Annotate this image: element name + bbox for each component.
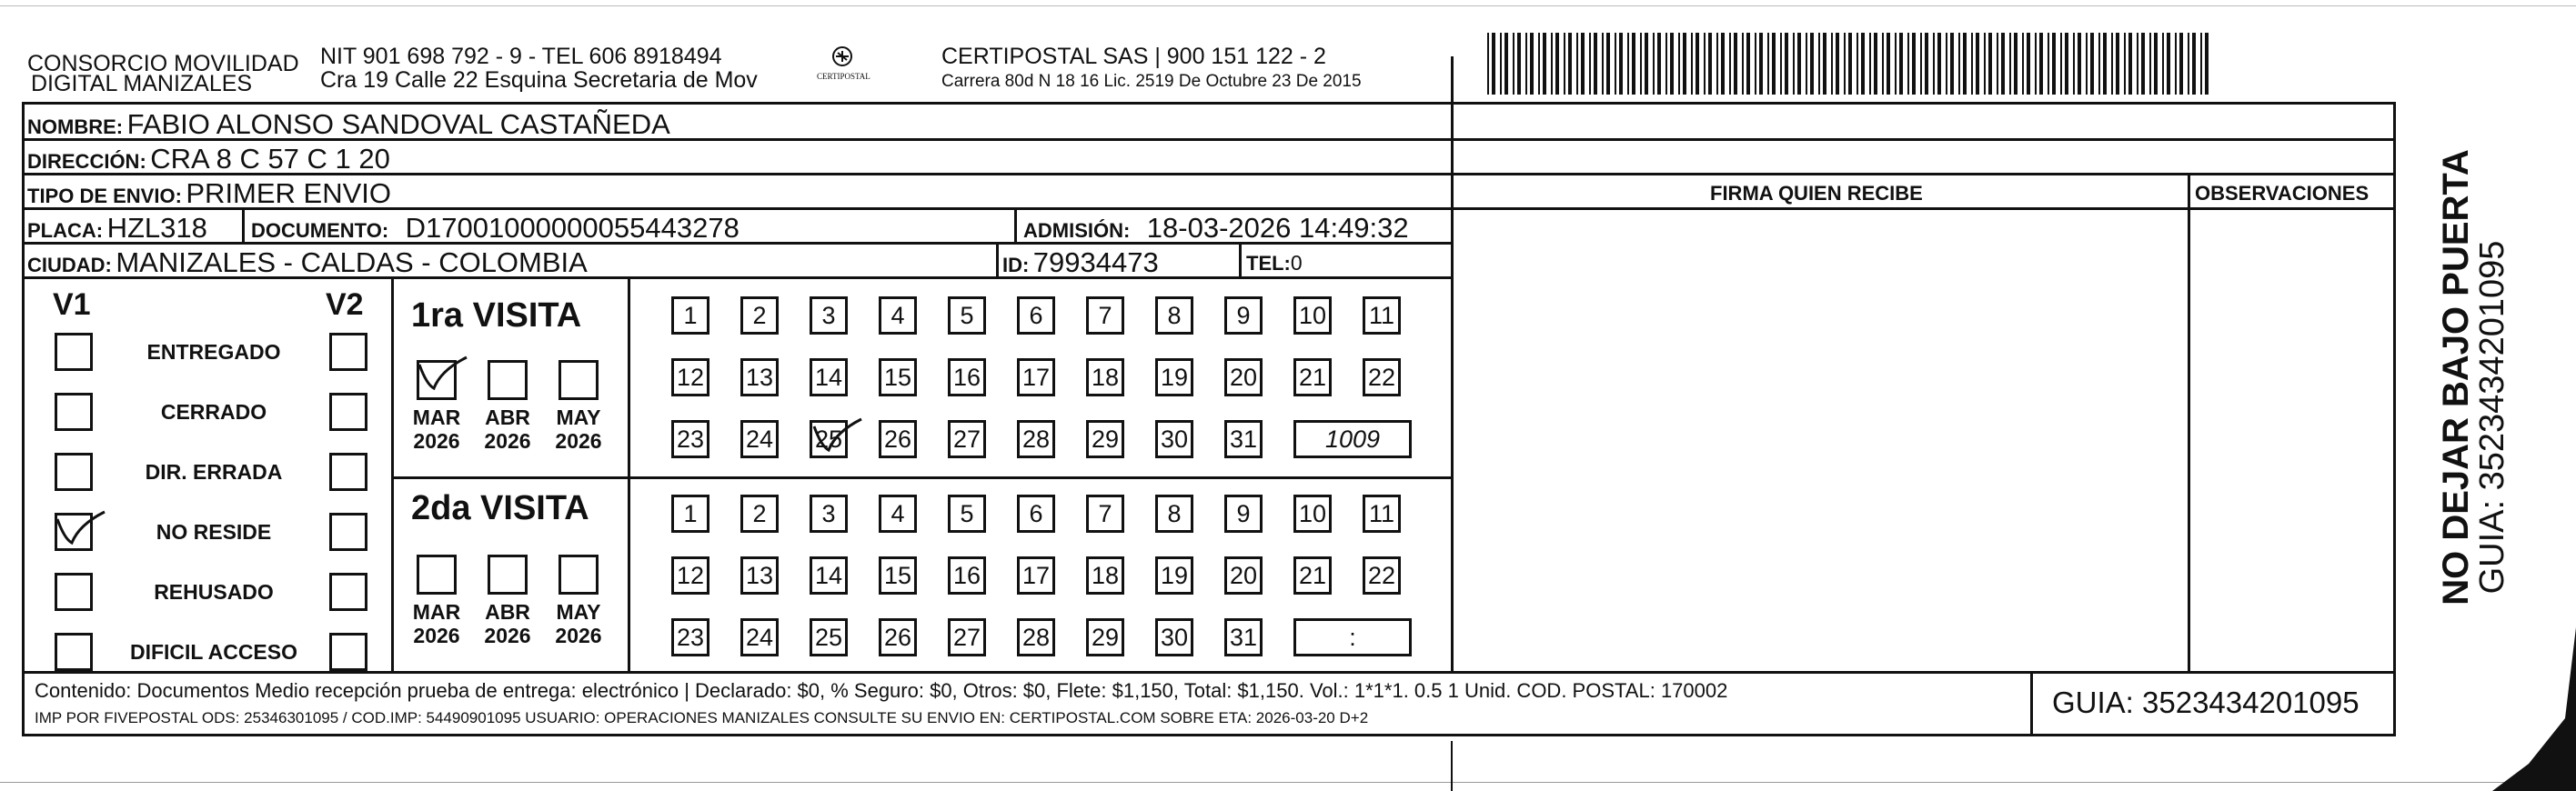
placa-label: PLACA:: [27, 219, 104, 242]
v1-check-mark: [52, 506, 106, 553]
second-visit-day-18[interactable]: 18: [1086, 556, 1124, 595]
admision-label: ADMISIÓN:: [1023, 219, 1131, 242]
company-name-line2: DIGITAL MANIZALES: [31, 71, 253, 96]
second-visit-day-4[interactable]: 4: [879, 495, 917, 533]
courier-name: CERTIPOSTAL SAS | 900 151 122 - 2: [941, 44, 1326, 69]
documento-cell: [251, 214, 740, 242]
observaciones-label: OBSERVACIONES: [2195, 182, 2370, 205]
first-visit-day-31[interactable]: 31: [1224, 420, 1263, 458]
first-visit-day-28[interactable]: 28: [1017, 420, 1055, 458]
v1-checkbox-4[interactable]: [55, 513, 93, 551]
first-visit-day-19[interactable]: 19: [1155, 358, 1193, 396]
first-visit-year-label-2: 2026: [484, 429, 531, 453]
ciudad-label: CIUDAD:: [27, 254, 112, 276]
cause-label-1: ENTREGADO: [146, 340, 281, 364]
id-cell: [1002, 248, 1159, 276]
second-visit-day-28[interactable]: 28: [1017, 618, 1055, 656]
first-visit-day-21[interactable]: 21: [1293, 358, 1332, 396]
first-visit-day-16[interactable]: 16: [948, 358, 986, 396]
second-visit-day-7[interactable]: 7: [1086, 495, 1124, 533]
second-visit-day-24[interactable]: 24: [740, 618, 779, 656]
second-visit-month-label-2: ABR: [485, 600, 530, 624]
second-visit-time-box[interactable]: :: [1293, 618, 1412, 656]
courier-license: Carrera 80d N 18 16 Lic. 2519 De Octubre 23 De 2015: [941, 72, 1362, 91]
v1-checkbox-2[interactable]: [55, 393, 93, 431]
documento-value: D17001000000055443278: [405, 212, 740, 244]
first-visit-day-13[interactable]: 13: [740, 358, 779, 396]
cause-label-6: DIFICIL ACCESO: [129, 640, 297, 664]
second-visit-year-label-2: 2026: [484, 624, 531, 647]
nombre-row: [27, 110, 670, 138]
v1-checkbox-3[interactable]: [55, 453, 93, 491]
tipo-envio-value: PRIMER ENVIO: [186, 177, 392, 209]
second-visit-day-20[interactable]: 20: [1224, 556, 1263, 595]
imp-line: IMP POR FIVEPOSTAL ODS: 25346301095 / COD.IMP: 54490901095 USUARIO: OPERACIONES MANIZALES CONSULTE SU ENVIO EN: CERTIPOSTAL.COM SOBRE ETA: 2026-03-20 D+2: [35, 709, 1369, 726]
second-visit-year-label-1: 2026: [413, 624, 460, 647]
second-visit-day-16[interactable]: 16: [948, 556, 986, 595]
month-check-mark: [414, 352, 468, 398]
firma-label: FIRMA QUIEN RECIBE: [1710, 182, 1923, 205]
first-visit-day-6[interactable]: 6: [1017, 296, 1055, 335]
id-label: ID:: [1002, 254, 1030, 276]
second-visit-title: 2da VISITA: [411, 489, 589, 527]
second-visit-day-3[interactable]: 3: [810, 495, 848, 533]
first-visit-title: 1ra VISITA: [411, 296, 582, 335]
second-visit-day-12[interactable]: 12: [671, 556, 709, 595]
company-address: Cra 19 Calle 22 Esquina Secretaria de Mov: [320, 67, 758, 93]
ciudad-value: MANIZALES - CALDAS - COLOMBIA: [116, 246, 588, 278]
cause-label-5: REHUSADO: [154, 580, 274, 604]
second-visit-month-label-1: MAR: [412, 600, 461, 624]
placa-cell: [27, 214, 207, 242]
second-visit-month-label-3: MAY: [556, 600, 601, 624]
documento-label: DOCUMENTO:: [251, 219, 389, 242]
first-visit-month-checkbox-3[interactable]: [558, 360, 599, 400]
first-visit-day-27[interactable]: 27: [948, 420, 986, 458]
second-visit-day-14[interactable]: 14: [810, 556, 848, 595]
first-visit-day-7[interactable]: 7: [1086, 296, 1124, 335]
v2-label: V2: [326, 287, 364, 322]
first-visit-day-1[interactable]: 1: [671, 296, 709, 335]
second-visit-day-19[interactable]: 19: [1155, 556, 1193, 595]
second-visit-day-6[interactable]: 6: [1017, 495, 1055, 533]
admision-value: 18-03-2026 14:49:32: [1146, 212, 1409, 244]
id-value: 79934473: [1032, 246, 1159, 278]
first-visit-day-5[interactable]: 5: [948, 296, 986, 335]
v2-checkbox-3[interactable]: [329, 453, 367, 491]
first-visit-day-15[interactable]: 15: [879, 358, 917, 396]
v2-checkbox-1[interactable]: [329, 333, 367, 371]
first-visit-year-label-1: 2026: [413, 429, 460, 453]
direccion-value: CRA 8 C 57 C 1 20: [150, 143, 390, 175]
second-visit-day-1[interactable]: 1: [671, 495, 709, 533]
first-visit-day-17[interactable]: 17: [1017, 358, 1055, 396]
company-nit: NIT 901 698 792 - 9 - TEL 606 8918494: [320, 44, 722, 69]
vertical-guia: GUIA: 3523434201095: [2473, 240, 2511, 595]
admision-cell: [1023, 214, 1409, 242]
v1-checkbox-6[interactable]: [55, 633, 93, 671]
v2-checkbox-5[interactable]: [329, 573, 367, 611]
second-visit-day-11[interactable]: 11: [1363, 495, 1401, 533]
first-visit-day-14[interactable]: 14: [810, 358, 848, 396]
v1-checkbox-1[interactable]: [55, 333, 93, 371]
nombre-value: FABIO ALONSO SANDOVAL CASTAÑEDA: [126, 108, 670, 140]
direccion-row: [27, 145, 390, 173]
certipostal-logo: [817, 44, 870, 95]
first-visit-month-label-2: ABR: [485, 406, 530, 429]
second-visit-day-8[interactable]: 8: [1155, 495, 1193, 533]
second-visit-month-checkbox-2[interactable]: [488, 555, 528, 595]
v1-label: V1: [53, 287, 91, 322]
second-visit-day-15[interactable]: 15: [879, 556, 917, 595]
second-visit-day-22[interactable]: 22: [1363, 556, 1401, 595]
first-visit-day-30[interactable]: 30: [1155, 420, 1193, 458]
nombre-label: NOMBRE:: [27, 115, 124, 138]
first-visit-day-24[interactable]: 24: [740, 420, 779, 458]
second-visit-day-9[interactable]: 9: [1224, 495, 1263, 533]
footer-guia: GUIA: 3523434201095: [2052, 686, 2360, 719]
cause-label-2: CERRADO: [160, 400, 267, 424]
first-visit-day-11[interactable]: 11: [1363, 296, 1401, 335]
cause-label-3: DIR. ERRADA: [145, 460, 283, 484]
first-visit-day-29[interactable]: 29: [1086, 420, 1124, 458]
second-visit-month-checkbox-1[interactable]: [417, 555, 457, 595]
second-visit-day-29[interactable]: 29: [1086, 618, 1124, 656]
direccion-label: DIRECCIÓN:: [27, 150, 146, 173]
tipo-envio-label: TIPO DE ENVIO:: [27, 185, 182, 207]
first-visit-year-label-3: 2026: [555, 429, 602, 453]
first-visit-month-label-3: MAY: [556, 406, 601, 429]
second-visit-day-2[interactable]: 2: [740, 495, 779, 533]
tel-label: TEL:: [1246, 252, 1291, 275]
first-visit-day-9[interactable]: 9: [1224, 296, 1263, 335]
v1-checkbox-5[interactable]: [55, 573, 93, 611]
company-name-line1: CONSORCIO MOVILIDAD: [27, 51, 299, 76]
tipo-envio-row: [27, 179, 391, 207]
v2-checkbox-6[interactable]: [329, 633, 367, 671]
contenido-line: Contenido: Documentos Medio recepción prueba de entrega: electrónico | Declarado: $0, % Seguro: $0, Otros: $0, Flete: $1,150, Total: $1,150. Vol.: 1*1*1. 0.5 1 Unid. COD. POSTAL: 170002: [35, 679, 1728, 702]
first-visit-month-label-1: MAR: [412, 406, 461, 429]
day-check-mark: [809, 414, 863, 462]
first-visit-day-23[interactable]: 23: [671, 420, 709, 458]
second-visit-day-10[interactable]: 10: [1293, 495, 1332, 533]
barcode: [1487, 33, 2215, 95]
first-visit-day-2[interactable]: 2: [740, 296, 779, 335]
first-visit-time-box[interactable]: 1009: [1293, 420, 1412, 458]
v2-checkbox-2[interactable]: [329, 393, 367, 431]
first-visit-day-4[interactable]: 4: [879, 296, 917, 335]
first-visit-day-10[interactable]: 10: [1293, 296, 1332, 335]
second-visit-month-checkbox-3[interactable]: [558, 555, 599, 595]
first-visit-day-20[interactable]: 20: [1224, 358, 1263, 396]
ciudad-cell: [27, 248, 588, 276]
second-visit-day-23[interactable]: 23: [671, 618, 709, 656]
second-visit-day-13[interactable]: 13: [740, 556, 779, 595]
cause-label-4: NO RESIDE: [156, 520, 272, 544]
logo-text: CERTIPOSTAL: [817, 72, 870, 81]
tel-value: 0: [1290, 251, 1303, 275]
second-visit-day-26[interactable]: 26: [879, 618, 917, 656]
first-visit-day-26[interactable]: 26: [879, 420, 917, 458]
second-visit-day-27[interactable]: 27: [948, 618, 986, 656]
placa-value: HZL318: [106, 212, 207, 244]
no-dejar-bajo-puerta: NO DEJAR BAJO PUERTA: [2436, 149, 2476, 606]
second-visit-day-25[interactable]: 25: [810, 618, 848, 656]
first-visit-month-checkbox-2[interactable]: [488, 360, 528, 400]
first-visit-day-25[interactable]: 25: [810, 420, 848, 458]
first-visit-day-18[interactable]: 18: [1086, 358, 1124, 396]
v2-checkbox-4[interactable]: [329, 513, 367, 551]
first-visit-day-12[interactable]: 12: [671, 358, 709, 396]
first-visit-day-3[interactable]: 3: [810, 296, 848, 335]
second-visit-day-21[interactable]: 21: [1293, 556, 1332, 595]
second-visit-day-5[interactable]: 5: [948, 495, 986, 533]
first-visit-day-22[interactable]: 22: [1363, 358, 1401, 396]
second-visit-day-30[interactable]: 30: [1155, 618, 1193, 656]
first-visit-month-checkbox-1[interactable]: [417, 360, 457, 400]
cut-edge: [2492, 627, 2576, 791]
first-visit-day-8[interactable]: 8: [1155, 296, 1193, 335]
vertical-notice: [2401, 127, 2511, 655]
tel-cell: [1246, 253, 1303, 274]
second-visit-day-17[interactable]: 17: [1017, 556, 1055, 595]
second-visit-year-label-3: 2026: [555, 624, 602, 647]
second-visit-day-31[interactable]: 31: [1224, 618, 1263, 656]
